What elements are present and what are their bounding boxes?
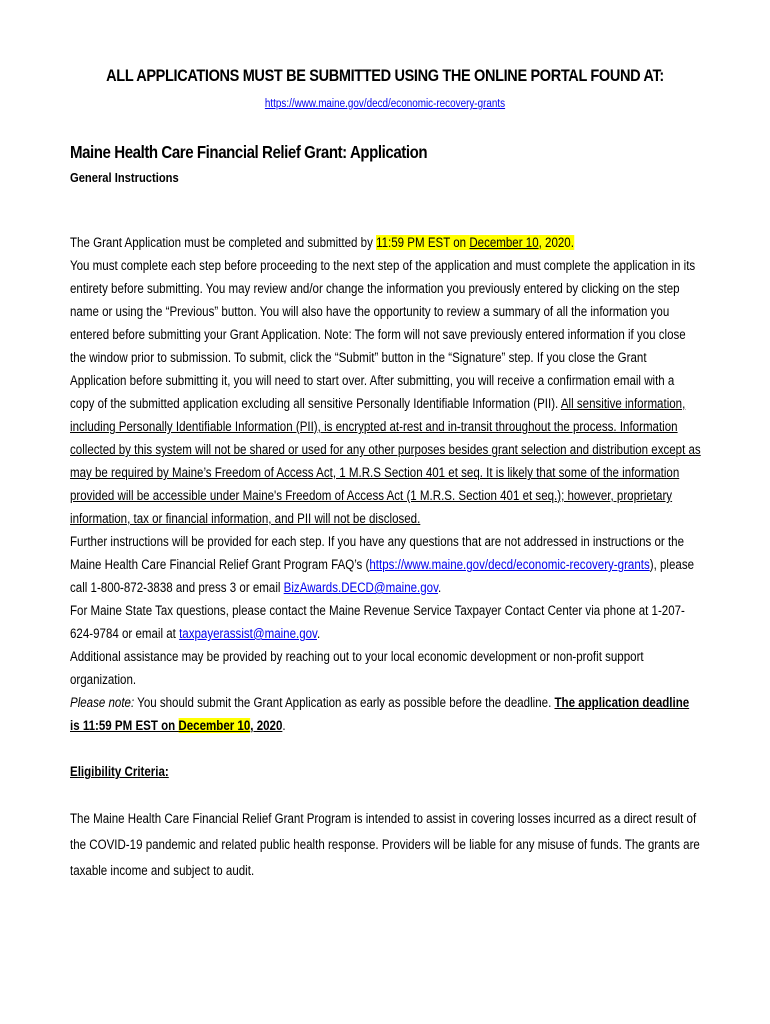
text-span: Further instructions will be provided for each step. If you have any questions that are not addressed in instructions or the Maine Health Care Financial Relief Grant Program FAQ’s ( xyxy=(70,534,685,572)
document-title: Maine Health Care Financial Relief Grant: Application xyxy=(70,142,428,162)
highlight-deadline-date: December 10 xyxy=(469,235,539,250)
paragraph-tax-questions xyxy=(70,599,701,645)
portal-url-link[interactable]: https://www.maine.gov/decd/economic-recovery-grants xyxy=(264,98,506,110)
paragraph-eligibility: The Maine Health Care Financial Relief Grant Program is intended to assist in covering losses incurred as a direct result of the COVID-19 pandemic and related public health response. Providers will be liable for any misuse of funds. The grants are taxable income and subject to audit. xyxy=(70,811,700,878)
deadline-year: , 2020 xyxy=(250,718,283,733)
deadline-statement: The application deadline is 11:59 PM EST on xyxy=(70,695,690,733)
text-span: . xyxy=(316,626,321,641)
section-heading-general-instructions: General Instructions xyxy=(70,170,179,185)
paragraph-further-instructions xyxy=(70,530,701,599)
eligibility-body xyxy=(70,806,701,884)
please-note-label: Please note: xyxy=(70,695,135,710)
highlight-deadline-year: , 2020. xyxy=(538,235,574,250)
taxpayer-email-link[interactable]: taxpayerassist@maine.gov xyxy=(179,626,317,641)
text-span: You should submit the Grant Application as early as possible before the deadline. xyxy=(134,695,555,710)
text-span: . xyxy=(438,580,442,595)
text-span: The Grant Application must be completed and submitted by xyxy=(70,235,377,250)
bizawards-email-link[interactable]: BizAwards.DECD@maine.gov xyxy=(283,580,439,595)
paragraph-submission xyxy=(70,231,701,530)
faq-url-link[interactable]: https://www.maine.gov/decd/economic-recovery-grants xyxy=(369,557,650,572)
portal-notice-heading: ALL APPLICATIONS MUST BE SUBMITTED USING THE ONLINE PORTAL FOUND AT: xyxy=(106,67,664,85)
text-span: . xyxy=(282,718,286,733)
privacy-statement: All sensitive information, including Personally Identifiable Information (PII), is encrypted at-rest and in-transit throughout the process. Information collected by this system will not be shared or used for any other purposes besides grant selection and distribution except as may be required by Maine’s Freedom of Access Act, 1 M.R.S Section 401 et seq. It is likely that some of the information provided will be accessible under Maine's Freedom of Access Act (1 M.R.S. Section 401 et seq.); however, proprietary information, tax or financial information, and PII will not be disclosed. xyxy=(70,396,701,526)
paragraph-please-note xyxy=(70,691,701,737)
instructions-body xyxy=(70,231,701,737)
text-span: ), please call 1-800-872-3838 and press 3 or email xyxy=(70,557,695,595)
paragraph-additional-assistance: Additional assistance may be provided by reaching out to your local economic development or non-profit support organization. xyxy=(70,649,644,687)
section-heading-eligibility: Eligibility Criteria: xyxy=(70,764,169,779)
text-span: You must complete each step before proceeding to the next step of the application and must complete the application in its entirety before submitting. You may review and/or change the information you previously entered by clicking on the step name or using the “Previous” button. You will also have the opportunity to review a summary of all the information you entered before submitting your Grant Application. Note: The form will not save previously entered information if you close the window prior to submission. To submit, click the “Submit” button in the “Signature” step. If you close the Grant Application before submitting it, you will need to start over. After submitting, you will receive a confirmation email with a copy of the submitted application excluding all sensitive Personally Identifiable Information (PII). xyxy=(70,258,696,411)
highlight-deadline-date: December 10 xyxy=(178,718,251,733)
highlight-deadline-time: 11:59 PM EST on xyxy=(376,235,470,250)
text-span: For Maine State Tax questions, please contact the Maine Revenue Service Taxpayer Contact Center via phone at 1-207-624-9784 or email at xyxy=(70,603,685,641)
